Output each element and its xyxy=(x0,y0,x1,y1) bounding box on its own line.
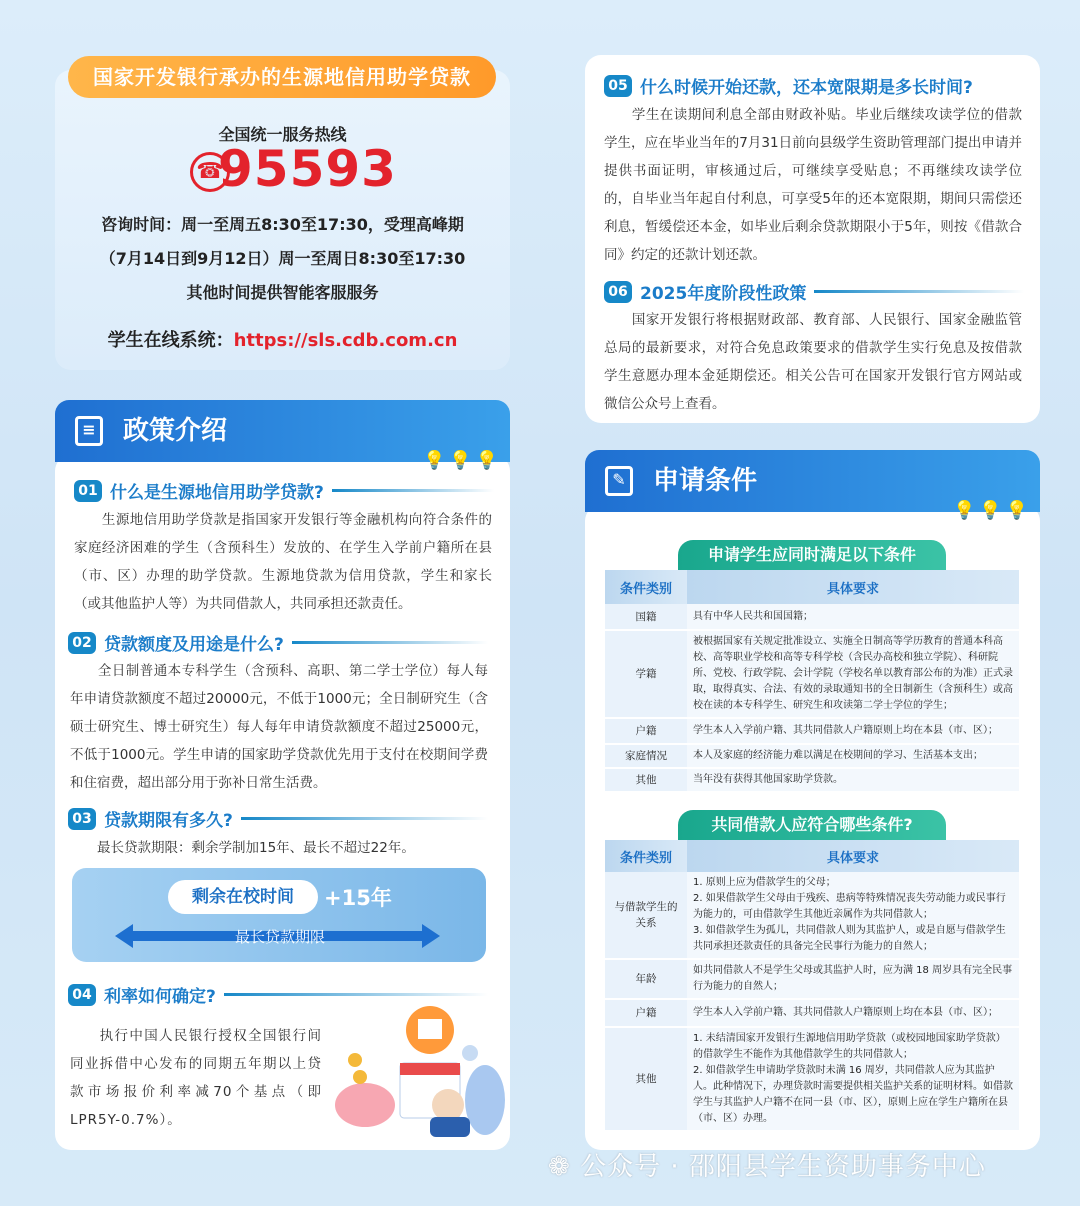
apply-header-title: 申请条件 xyxy=(653,466,758,496)
table-row xyxy=(605,604,1019,630)
hotline-label: 全国统一服务热线 xyxy=(218,125,347,144)
policy-item-02-heading xyxy=(68,630,488,655)
col-header: 条件类别 xyxy=(605,840,687,872)
item-number: 05 xyxy=(604,75,632,97)
item-title: 利率如何确定? xyxy=(104,987,216,1007)
plus-15-years: +15年 xyxy=(324,886,392,910)
max-term-label: 最长贷款期限 xyxy=(234,928,325,946)
row-key: 家庭情况 xyxy=(605,744,687,768)
row-key: 其他 xyxy=(605,1027,687,1131)
row-value: 学生本人入学前户籍、其共同借款人户籍原则上均在本县（市、区）； xyxy=(687,718,1019,744)
policy-item-01-text: 生源地信用助学贷款是指国家开发银行等金融机构向符合条件的家庭经济困难的学生（含预科生）发放的、在学生入学前户籍所在县（市、区）办理的助学贷款。生源地贷款为信用贷款，学生和家长（或其他监护人等）为共同借款人，共同承担还款责任。 xyxy=(74,512,492,612)
row-key: 国籍 xyxy=(605,604,687,630)
watermark-text: 公众号 · 邵阳县学生资助事务中心 xyxy=(580,1152,986,1182)
bulb-icons: 💡💡💡 xyxy=(953,500,1033,521)
table-row xyxy=(605,768,1019,792)
row-key: 户籍 xyxy=(605,718,687,744)
item-title: 2025年度阶段性政策 xyxy=(640,284,807,304)
row-value: 1. 原则上应为借款学生的父母； 2. 如果借款学生父母由于残疾、患病等特殊情况丧失劳动能力或民事行为能力的，可由借款学生其他近亲属作为共同借款人； 3. 如借款学生为孤儿，共同借款人则为其监护人，或是自愿与借款学生共同承担还款责任的具备完全民事行为能力的自然人； xyxy=(687,872,1019,959)
row-value: 学生本人入学前户籍、其共同借款人户籍原则上均在本县（市、区）； xyxy=(687,999,1019,1027)
bulb-icons: 💡💡💡 xyxy=(423,450,503,471)
item-05-text: 学生在读期间利息全部由财政补贴。毕业后继续攻读学位的借款学生，应在毕业当年的7月31日前向县级学生资助管理部门提出申请并提供书面证明，审核通过后，可继续享受贴息；不再继续攻读学位的，自毕业当年起自付利息，可享受5年的还本宽限期，期间只需偿还利息，暂缓偿还本金，如毕业后剩余贷款期限小于5年，则按《借款合同》约定的还款计划还款。 xyxy=(604,107,1022,263)
hotline-hours-1: 咨询时间：周一至周五8:30至17:30，受理高峰期 xyxy=(101,215,464,234)
policy-item-04-text: 执行中国人民银行授权全国银行间同业拆借中心发布的同期五年期以上贷款市场报价利率减70个基点（即LPR5Y-0.7%）。 xyxy=(70,1028,322,1128)
row-value: 被根据国家有关规定批准设立、实施全日制高等学历教育的普通本科高校、高等职业学校和高等专科学校（含民办高校和独立学院）、科研院所、党校、行政学院、会计学院（学校名单以教育部公布的为准）正式录取，取得真实、合法、有效的录取通知书的全日制新生（含预科生）或高校在读的本专科学生、研究生和攻读第二学士学位的学生； xyxy=(687,630,1019,718)
item-number: 01 xyxy=(74,480,102,502)
item-title: 贷款额度及用途是什么? xyxy=(104,635,284,655)
row-key: 户籍 xyxy=(605,999,687,1027)
row-value: 1. 未结清国家开发银行生源地信用助学贷款（或校园地国家助学贷款）的借款学生不能作为其他借款学生的共同借款人； 2. 如借款学生申请助学贷款时未满 16 周岁，共同借款人应为其监护人。此种情况下，办理贷款时需要提供相关监护关系的证明材料。如借款学生与其监护人户籍不在同一县（市、区），原则上应在学生户籍所在县（市、区）办理。 xyxy=(687,1027,1019,1131)
policy-item-04-heading xyxy=(68,982,488,1007)
table-row xyxy=(605,1027,1019,1131)
hotline-hours-3: 其他时间提供智能客服服务 xyxy=(186,283,379,302)
hotline-number-text: 95593 xyxy=(218,140,397,198)
item-06-text: 国家开发银行将根据财政部、教育部、人民银行、国家金融监管总局的最新要求，对符合免息政策要求的借款学生实行免息及按借款学生意愿办理本金延期偿还。相关公告可在国家开发银行官方网站或微信公众号上查看。 xyxy=(604,312,1022,412)
item-number: 03 xyxy=(68,808,96,830)
table-row xyxy=(605,872,1019,959)
row-key: 其他 xyxy=(605,768,687,792)
hotline-number[interactable] xyxy=(55,140,510,198)
item-06-heading xyxy=(604,279,1024,304)
table-row xyxy=(605,999,1019,1027)
student-conditions-table xyxy=(605,570,1019,793)
wechat-icon: ❁ xyxy=(548,1152,581,1182)
savings-illustration xyxy=(330,1005,510,1140)
row-value: 本人及家庭的经济能力难以满足在校期间的学习、生活基本支出； xyxy=(687,744,1019,768)
edit-document-icon: ✎ xyxy=(605,466,633,496)
table-row xyxy=(605,744,1019,768)
co-borrower-conditions-table xyxy=(605,840,1019,1132)
policy-item-03-text: 最长贷款期限：剩余学制加15年、最长不超过22年。 xyxy=(70,840,415,856)
policy-item-02-text: 全日制普通本专科学生（含预科、高职、第二学士学位）每人每年申请贷款额度不超过20000元，不低于1000元；全日制研究生（含硕士研究生、博士研究生）每人每年申请贷款额度不超过25000元，不低于1000元。学生申请的国家助学贷款优先用于支付在校期间学费和住宿费，超出部分用于弥补日常生活费。 xyxy=(70,663,488,791)
table-row xyxy=(605,718,1019,744)
online-system xyxy=(55,326,510,352)
wechat-watermark xyxy=(548,1146,986,1183)
item-title: 什么时候开始还款，还本宽限期是多长时间? xyxy=(640,78,973,98)
co-borrower-conditions-title: 共同借款人应符合哪些条件? xyxy=(678,810,946,840)
hotline-hours-2: （7月14日到9月12日）周一至周日8:30至17:30 xyxy=(99,249,466,268)
item-number: 02 xyxy=(68,632,96,654)
student-conditions-title: 申请学生应同时满足以下条件 xyxy=(678,540,946,570)
document-icon: ≡ xyxy=(75,416,103,446)
row-key: 年龄 xyxy=(605,959,687,999)
col-header: 具体要求 xyxy=(687,840,1019,872)
row-key: 与借款学生的关系 xyxy=(605,872,687,959)
row-key: 学籍 xyxy=(605,630,687,718)
col-header: 条件类别 xyxy=(605,570,687,604)
row-value: 具有中华人民共和国国籍； xyxy=(687,604,1019,630)
item-number: 06 xyxy=(604,281,632,303)
row-value: 如共同借款人不是学生父母或其监护人时，应为满 18 周岁具有完全民事行为能力的自然人； xyxy=(687,959,1019,999)
row-value: 当年没有获得其他国家助学贷款。 xyxy=(687,768,1019,792)
hotline-title: 国家开发银行承办的生源地信用助学贷款 xyxy=(68,56,496,98)
online-system-link[interactable]: https://sls.cdb.com.cn xyxy=(233,330,458,351)
policy-item-01-heading xyxy=(74,478,494,503)
item-number: 04 xyxy=(68,984,96,1006)
phone-icon: ☎ xyxy=(190,152,230,192)
remaining-time-pill: 剩余在校时间 xyxy=(168,880,318,914)
item-title: 贷款期限有多久? xyxy=(104,811,233,831)
table-row xyxy=(605,630,1019,718)
table-row xyxy=(605,959,1019,999)
policy-item-03-heading xyxy=(68,806,488,831)
item-title: 什么是生源地信用助学贷款? xyxy=(110,483,324,503)
online-system-label: 学生在线系统： xyxy=(107,330,234,351)
item-05-heading xyxy=(604,73,1024,98)
policy-header-title: 政策介绍 xyxy=(123,416,228,446)
col-header: 具体要求 xyxy=(687,570,1019,604)
